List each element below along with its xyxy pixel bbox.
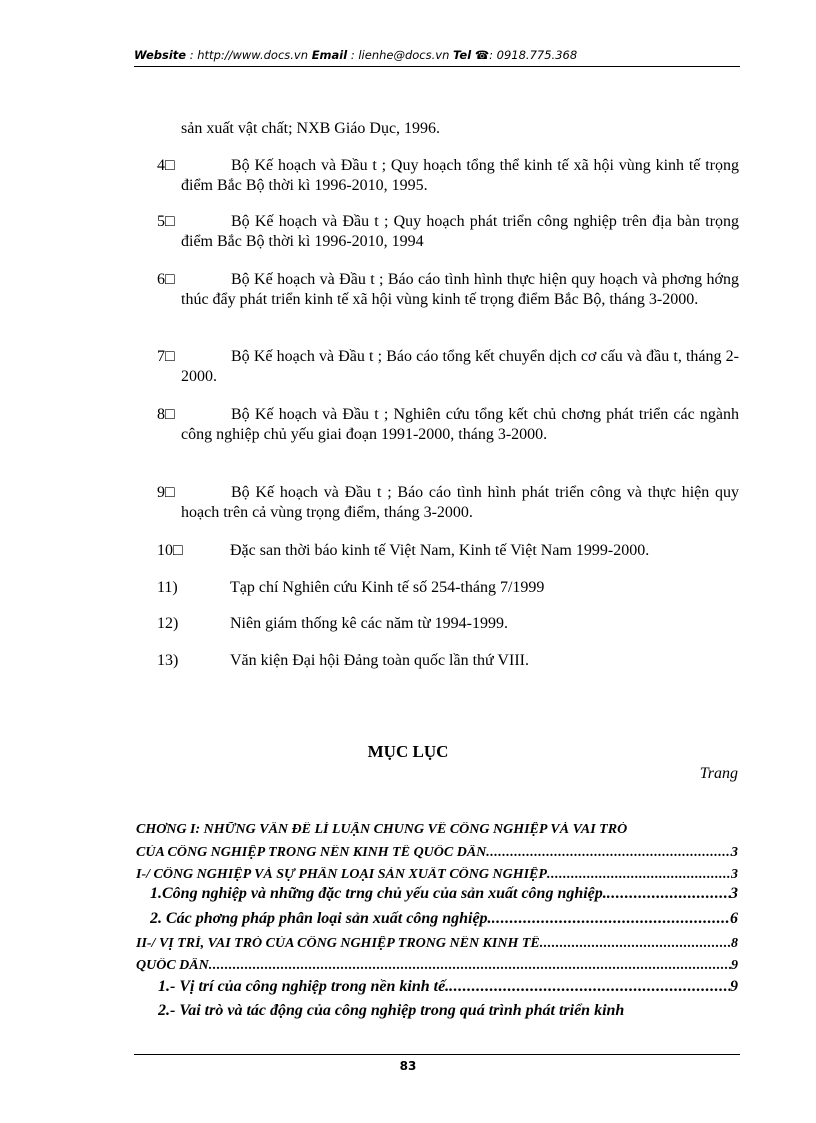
tel-value: : 0918.775.368 (489, 48, 578, 62)
toc-entry-page: 3 (730, 885, 738, 902)
toc-leader (209, 958, 731, 974)
toc-entry-text: 1.Công nghiệp và những đặc trng chủ yếu của sản xuất công nghiệp. (150, 885, 607, 902)
toc-entry-text: QUỐC DÂN (136, 958, 209, 973)
toc-entry[interactable] (136, 936, 738, 952)
toc-leader (607, 885, 730, 903)
reference-number: 5□ (157, 213, 175, 230)
website-value: : http://www.docs.vn (189, 48, 309, 62)
toc-entry-page: 6 (730, 910, 738, 927)
reference-text: Bộ Kế hoạch và Đầu t ; Báo cáo tổng kết chuyển dịch cơ cấu và đầu t, tháng 2-2000. (181, 348, 739, 385)
toc-entry-text: II-/ VỊ TRÍ, VAI TRÒ CỦA CÔNG NGHIỆP TRONG NỀN KINH TẾ (136, 936, 540, 951)
toc-entry[interactable] (158, 1002, 738, 1020)
website-label: Website (134, 48, 187, 62)
reference-item (157, 405, 739, 445)
toc-entry[interactable] (136, 822, 738, 838)
reference-text: Bộ Kế hoạch và Đầu t ; Quy hoạch phát triển công nghiệp trên địa bàn trọng điểm Bắc Bộ thời kì 1996-2010, 1994 (181, 213, 739, 250)
reference-number: 13) (157, 652, 179, 669)
phone-icon: ☎ (474, 48, 490, 62)
reference-text: Bộ Kế hoạch và Đầu t ; Báo cáo tình hình phát triển công và thực hiện quy hoạch trên cả vùng trọng điểm, tháng 3-2000. (181, 484, 739, 521)
toc-entry-page: 8 (731, 936, 738, 951)
toc-entry-page: 3 (731, 845, 738, 860)
reference-text: Bộ Kế hoạch và Đầu t ; Quy hoạch tổng thể kinh tế xã hội vùng kinh tế trọng điểm Bắc Bộ thời kì 1996-2010, 1995. (181, 157, 739, 194)
toc-entry-text: CỦA CÔNG NGHIỆP TRONG NỀN KINH TẾ QUỐC DÂN (136, 845, 487, 860)
toc-entry-text: 2. Các phơng pháp phân loại sản xuất công nghiệp. (150, 910, 492, 927)
reference-number: 11) (157, 579, 178, 596)
reference-number: 8□ (157, 406, 175, 423)
toc-entry-page: 9 (730, 978, 738, 995)
reference-number: 12) (157, 615, 179, 632)
reference-item (157, 578, 739, 598)
reference-item (157, 651, 739, 671)
page-number: 83 (399, 1059, 417, 1073)
toc-leader (540, 936, 731, 952)
footer-divider (134, 1054, 740, 1055)
reference-text: Bộ Kế hoạch và Đầu t ; Báo cáo tình hình thực hiện quy hoạch và phơng hớng thúc đẩy phát triển kinh tế xã hội vùng kinh tế trọng điểm Bắc Bộ, tháng 3-2000. (181, 271, 739, 308)
toc-leader (449, 978, 730, 996)
reference-number: 6□ (157, 271, 175, 288)
toc-entry-text: 1.- Vị trí của công nghiệp trong nền kinh tế. (158, 978, 450, 995)
reference-text: Đặc san thời báo kinh tế Việt Nam, Kinh tế Việt Nam 1999-2000. (230, 542, 650, 559)
header-divider (134, 66, 740, 67)
toc-entry[interactable] (136, 845, 738, 861)
reference-item (157, 270, 739, 310)
toc-leader (547, 867, 731, 883)
reference-number: 7□ (157, 348, 175, 365)
toc-entry[interactable] (150, 910, 738, 928)
reference-continuation: sản xuất vật chất; NXB Giáo Dục, 1996. (181, 120, 441, 137)
toc-entry[interactable] (136, 958, 738, 974)
reference-item (157, 347, 739, 387)
toc-entry[interactable] (150, 885, 738, 903)
reference-item (157, 212, 739, 252)
reference-text: Tạp chí Nghiên cứu Kinh tế số 254-tháng 7/1999 (230, 579, 545, 596)
toc-entry-text: I-/ CÔNG NGHIỆP VÀ SỰ PHÂN LOẠI SẢN XUẤT CÔNG NGHIỆP (136, 867, 547, 882)
tel-label: Tel (453, 48, 472, 62)
toc-entry-text: CHƠNG I: NHỮNG VẤN ĐỀ LÍ LUẬN CHUNG VỀ CÔNG NGHIỆP VÀ VAI TRÒ (136, 822, 628, 837)
reference-item (157, 614, 739, 634)
toc-title: MỤC LỤC (367, 742, 449, 761)
reference-number: 4□ (157, 157, 175, 174)
reference-text: Bộ Kế hoạch và Đầu t ; Nghiên cứu tổng kết chủ chơng phát triển các ngành công nghiệp chủ yếu giai đoạn 1991-2000, tháng 3-2000. (181, 406, 739, 443)
reference-number: 10□ (157, 542, 183, 559)
toc-entry-page: 3 (731, 867, 738, 882)
toc-leader (492, 910, 730, 928)
email-value: : lienhe@docs.vn (350, 48, 450, 62)
reference-text: Niên giám thống kê các năm từ 1994-1999. (230, 615, 508, 632)
toc-entry-page: 9 (731, 958, 738, 973)
reference-text: Văn kiện Đại hội Đảng toàn quốc lần thứ VIII. (230, 652, 529, 669)
email-label: Email (311, 48, 348, 62)
page-header (134, 48, 740, 62)
toc-entry[interactable] (158, 978, 738, 996)
toc-page-label: Trang (699, 765, 738, 782)
toc-entry[interactable] (136, 867, 738, 883)
toc-entry-text: 2.- Vai trò và tác động của công nghiệp trong quá trình phát triển kinh (158, 1002, 625, 1019)
toc-leader (486, 845, 731, 861)
reference-number: 9□ (157, 484, 175, 501)
reference-item (157, 541, 739, 561)
reference-item (157, 483, 739, 523)
reference-item (157, 156, 739, 196)
